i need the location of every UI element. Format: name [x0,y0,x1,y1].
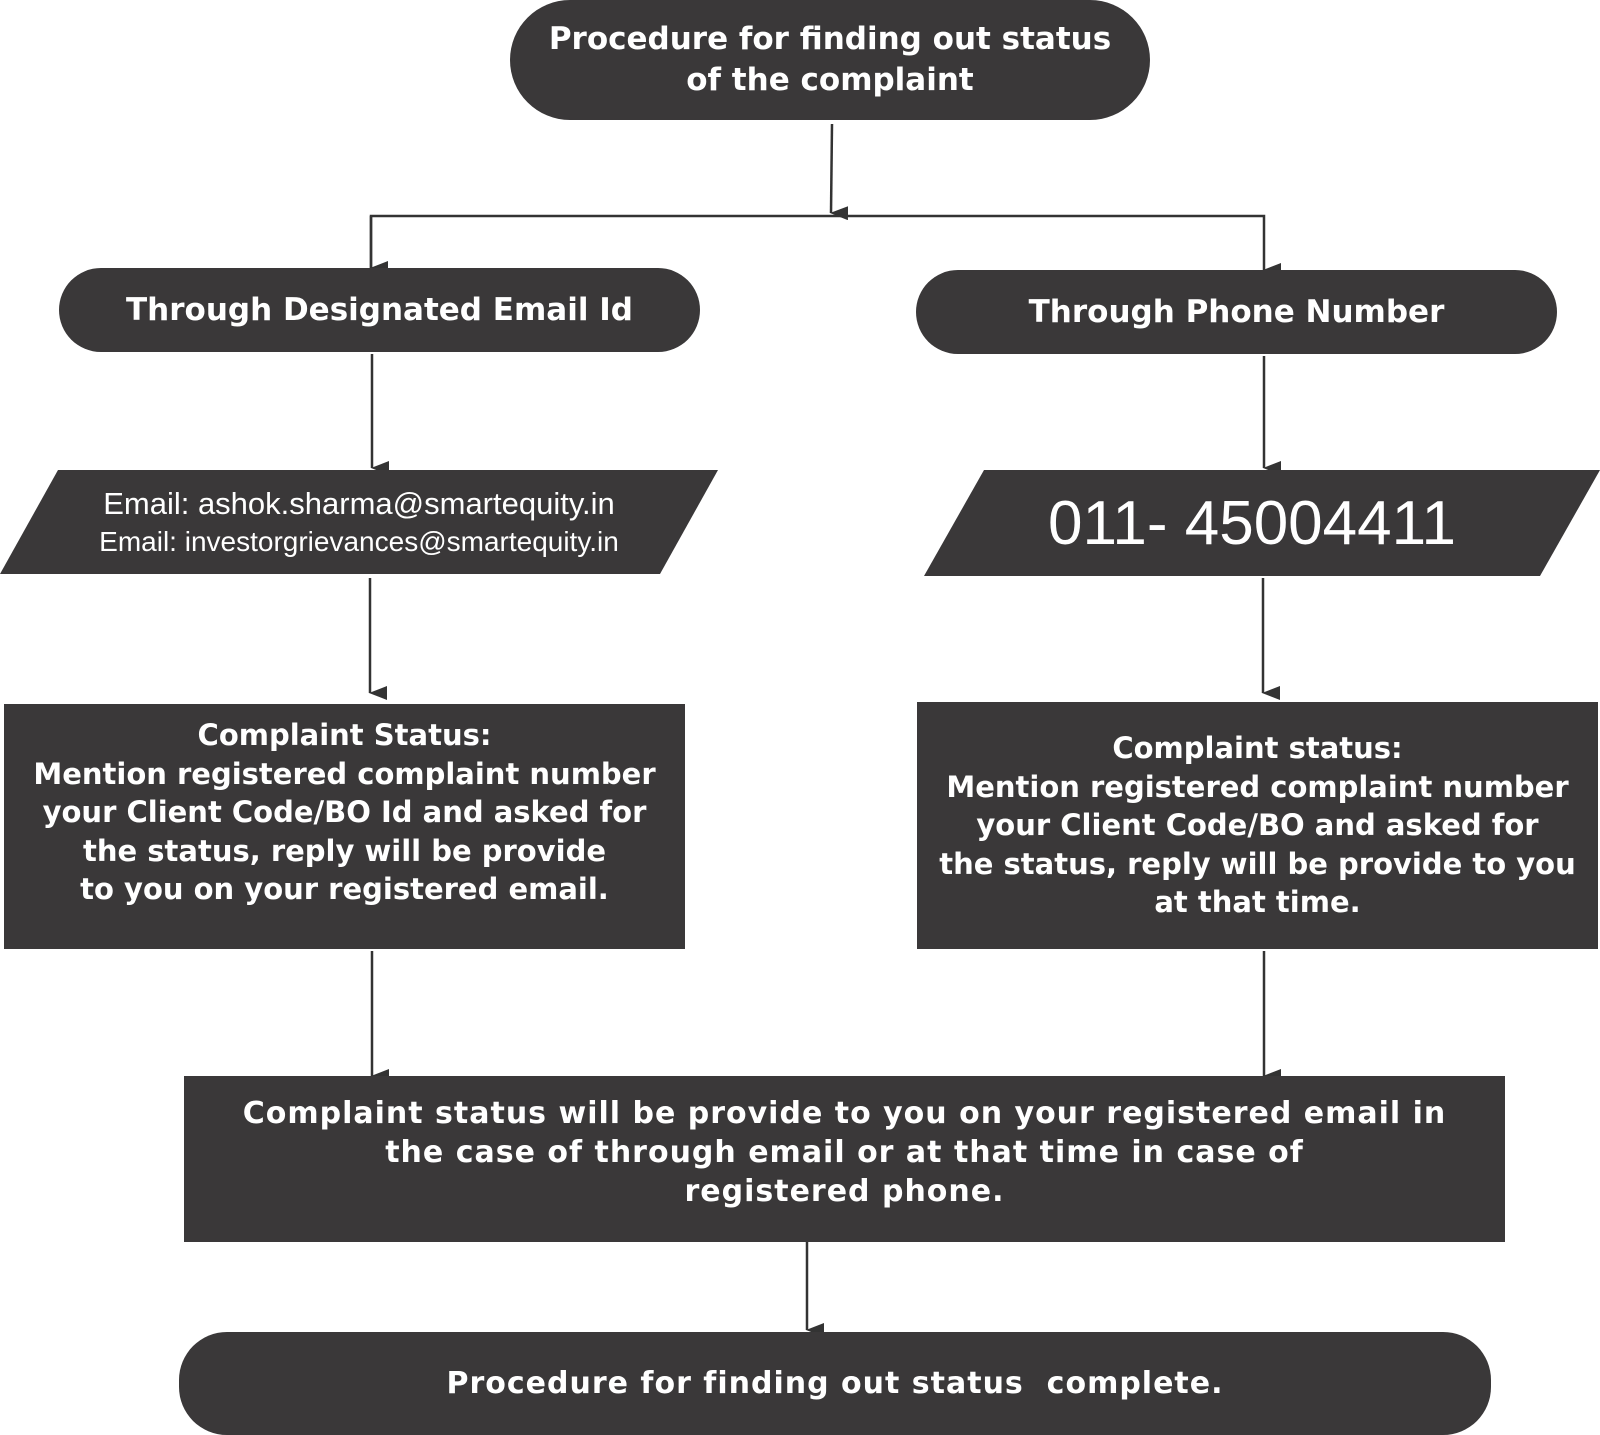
start-line-2: of the complaint [686,62,974,98]
arrow-start-to-split [831,124,832,213]
split-bar [371,216,1264,270]
email-status-line-2: Mention registered complaint number [33,756,656,791]
phone-branch-header-label: Through Phone Number [1028,294,1445,330]
phone-status-line-5: at that time. [1154,885,1361,920]
email-branch-header-label: Through Designated Email Id [126,292,633,328]
email-status-line-1: Complaint Status: [197,718,492,752]
phone-status-line-3: your Client Code/BO and asked for [976,808,1539,843]
end-node-label: Procedure for finding out status complete. [446,1366,1224,1401]
start-node [510,0,1150,120]
email-branch-header [59,268,700,352]
end-node [179,1332,1491,1435]
phone-status-line-4: the status, reply will be provide to you [939,846,1576,881]
start-line-1: Procedure for finding out status [548,21,1112,57]
phone-status-line-1: Complaint status: [1112,731,1403,766]
phone-number-node [924,470,1600,576]
email-contacts-node [0,470,718,574]
merged-status-line-1: Complaint status will be provide to you on your registered email in [242,1096,1447,1131]
phone-branch-header [916,270,1557,354]
merged-status-line-3: registered phone. [684,1174,1005,1209]
phone-number-text: 011- 45004411 [1048,488,1456,558]
merged-status-line-2: the case of through email or at that time in case of [385,1135,1304,1170]
email-contact-2: Email: investorgrievances@smartequity.in [99,525,619,557]
email-status-line-3: your Client Code/BO Id and asked for [42,795,647,829]
email-contact-1: Email: ashok.sharma@smartequity.in [103,485,615,521]
phone-status-line-2: Mention registered complaint number [946,769,1569,804]
phone-status-node [917,702,1598,949]
email-status-line-5: to you on your registered email. [80,872,609,906]
email-status-line-4: the status, reply will be provide [82,833,606,868]
merged-status-node [184,1076,1505,1242]
email-status-node [4,704,685,949]
